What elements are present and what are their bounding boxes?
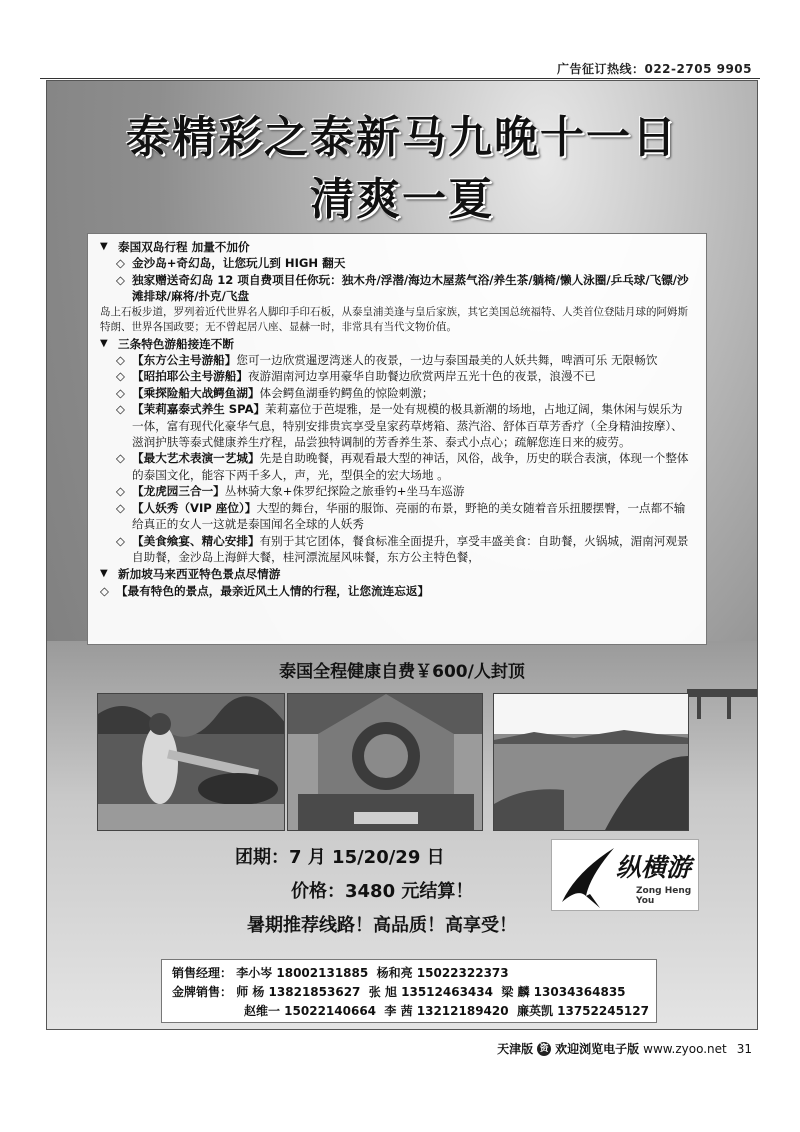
list-item: ◇ 【美食飨宴、精心安排】有别于其它团体，餐食标准全面提升，享受丰盛美食：自助餐，火锅城，湄南河观景自助餐，金沙岛上海鲜大餐，桂河漂流屋风味餐，东方公主特色餐， xyxy=(116,533,689,564)
itinerary-box xyxy=(87,233,707,645)
tour-dates: 团期：7 月 15/20/29 日 xyxy=(235,847,445,868)
diamond-icon: ◇ xyxy=(100,583,109,598)
logo-text: 纵横游 xyxy=(616,853,692,882)
footer-text: 欢迎浏览电子版 xyxy=(555,1042,640,1056)
contact-row: 销售经理： 李小岑 18002131885 杨和亮 15022322373 xyxy=(172,966,509,980)
ad-title: 泰精彩之泰新马九晚十一日 xyxy=(126,112,678,163)
promo-slogan: 暑期推荐线路！高品质！高享受！ xyxy=(247,915,517,936)
diamond-icon: ◇ xyxy=(116,533,125,548)
footer-url[interactable]: www.zyoo.net xyxy=(643,1041,727,1056)
diamond-icon: ◇ xyxy=(116,385,125,400)
list-item: ◇ 【昭拍耶公主号游船】夜游湄南河边享用豪华自助餐边欣赏两岸五光十色的夜景，浪漫不已 xyxy=(116,369,596,384)
contact-row: 金牌销售： 师 杨 13821853627 张 旭 13512463434 梁 麟 13034364835 xyxy=(172,985,626,999)
list-item: ◇ 【茉莉嘉泰式养生 SPA】茉莉嘉位于芭堤雅，是一处有规模的极具新潮的场地，占地辽阔，集休闲与娱乐为一体，富有现代化豪华气息，特别安排贵宾享受皇家药草烤箱、蒸汽浴、舒体百草芳香疗（全身精油按摩）、滋润护肤等泰式健康养生疗程，品尝独特调制的芳香养生茶、泰式小点心；疏解您连日来的疲劳。 xyxy=(116,402,683,450)
section-heading: ▼ 泰国双岛行程 加量不加价 xyxy=(100,240,250,254)
list-item: ◇ 【最大艺术表演一艺城】先是自助晚餐，再观看最大型的神话，风俗，战争，历史的联合表演，体现一个整体的泰国文化，能容下两千多人，声，光，型俱全的宏大场地 。 xyxy=(116,451,689,482)
diamond-icon: ◇ xyxy=(116,484,125,499)
list-item: ◇ 【东方公主号游船】您可一边欣赏暹逻湾迷人的夜景，一边与泰国最美的人妖共舞，啤酒可乐 无限畅饮 xyxy=(116,353,658,368)
edition-label: 天津版 xyxy=(497,1042,534,1056)
contact-row: 赵维一 15022140664 李 茜 13212189420 廉英凯 13752245127 xyxy=(244,1004,649,1018)
swallow-logo-icon xyxy=(556,842,620,912)
photo-strip xyxy=(97,693,689,831)
logo-subtext: Zong Heng You xyxy=(636,886,692,906)
section-heading: ▼ 三条特色游船接连不断 xyxy=(100,336,234,351)
list-item: ◇ 独家赠送奇幻岛 12 项自费项目任你玩：独木舟/浮潜/海边木屋蒸气浴/养生茶/躺椅/懒人泳圈/乒乓球/飞镖/沙滩排球/麻将/扑克/飞盘 xyxy=(116,272,689,304)
header-rule xyxy=(40,78,760,79)
contact-box xyxy=(161,959,657,1023)
ad-hotline: 广告征订热线：022-2705 9905 xyxy=(556,62,752,76)
boat-bullet-icon: ▼ xyxy=(100,337,108,349)
island-note: 岛上石板步道，罗列着近代世界名人脚印手印石板，从泰皇浦美逢与皇后家族，其它美国总统福特、人类首位登陆月球的阿姆斯特朗、世界各国政要；无不曾起居八座、显赫一时，非常具有当代文物价值。 xyxy=(100,305,688,333)
tiger-park-photo xyxy=(287,693,483,831)
thai-massage-photo xyxy=(97,693,285,831)
boat-bullet-icon: ▼ xyxy=(100,568,108,580)
list-item: ◇ 【最有特色的景点，最亲近风土人情的行程，让您流连忘返】 xyxy=(100,583,430,598)
self-pay-cap: 泰国全程健康自费￥600/人封顶 xyxy=(279,662,525,682)
page-number: 31 xyxy=(736,1041,752,1056)
diamond-icon: ◇ xyxy=(116,402,125,417)
island-bay-photo xyxy=(493,693,689,831)
tour-price: 价格：3480 元结算！ xyxy=(291,881,474,902)
section-heading: ▼ 新加坡马来西亚特色景点尽情游 xyxy=(100,567,281,582)
list-item: ◇ 【人妖秀（VIP 座位）】大型的舞台，华丽的服饰、亮丽的布景，野艳的美女随着音乐扭腰摆臀，一点都不输给真正的女人一这就是泰国闻名全球的人妖秀 xyxy=(116,500,686,532)
list-item: ◇ 【龙虎园三合一】丛林骑大象+侏罗纪探险之旅垂钓+坐马车巡游 xyxy=(116,484,465,499)
badge-icon: 资 xyxy=(537,1042,551,1056)
diamond-icon: ◇ xyxy=(116,451,125,466)
boat-bullet-icon: ▼ xyxy=(100,241,108,252)
list-item: ◇ 金沙岛+奇幻岛，让您玩儿到 HIGH 翻天 xyxy=(116,256,346,271)
diamond-icon: ◇ xyxy=(116,369,125,384)
ad-frame xyxy=(46,80,758,1030)
diamond-icon: ◇ xyxy=(116,272,125,287)
diamond-icon: ◇ xyxy=(116,353,125,368)
agency-logo xyxy=(551,839,699,911)
ad-subtitle: 清爽一夏 xyxy=(310,174,494,225)
diamond-icon: ◇ xyxy=(116,500,125,515)
page-footer xyxy=(497,1040,752,1057)
diamond-icon: ◇ xyxy=(116,256,125,271)
list-item: ◇ 【乘探险船大战鳄鱼湖】体会鳄鱼湖垂钓鳄鱼的惊险刺激； xyxy=(116,385,434,400)
